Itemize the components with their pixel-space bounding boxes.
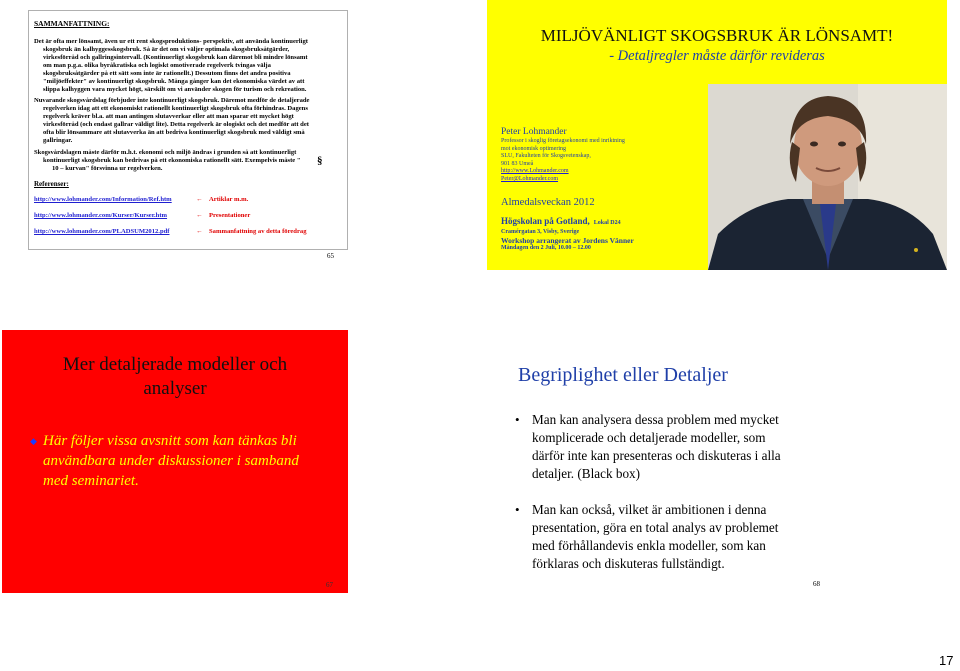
event-address: Cramérgatan 3, Visby, Sverige bbox=[501, 229, 580, 235]
reference-label: Artiklar m.m. bbox=[209, 196, 249, 203]
event-date: Måndagen den 2 Juli, 10.00 – 12.00 bbox=[501, 245, 591, 251]
reference-row bbox=[34, 196, 346, 212]
bullet-icon: • bbox=[515, 502, 520, 517]
summary-heading: SAMMANFATTNING: bbox=[34, 19, 110, 28]
slide-number: 68 bbox=[813, 580, 820, 588]
event-room: Lokal D24 bbox=[593, 220, 621, 226]
reference-label: Sammanfattning av detta föredrag bbox=[209, 228, 307, 235]
event-venue: Högskolan på Gotland, bbox=[501, 216, 590, 226]
section-symbol: § bbox=[317, 155, 323, 167]
page-number: 17 bbox=[939, 653, 954, 668]
event-workshop: Workshop arrangerat av Jordens Vänner bbox=[501, 236, 634, 245]
slide-title: Mer detaljerade modeller och analyser bbox=[62, 354, 288, 399]
presenter-name: Peter Lohmander bbox=[501, 127, 567, 137]
presenter-title: mot ekonomisk optimering bbox=[501, 145, 566, 152]
presenter-info bbox=[501, 127, 696, 184]
page-number-65: 65 bbox=[327, 252, 334, 260]
presenter-title: Professor i skoglig företagsekonomi med inriktning bbox=[501, 138, 625, 144]
email-link[interactable]: Peter@Lohmander.com bbox=[501, 175, 559, 182]
reference-link[interactable]: http://www.lohmander.com/PLADSUM2012.pdf bbox=[34, 228, 170, 235]
reference-row bbox=[34, 212, 346, 228]
references-list bbox=[34, 196, 346, 244]
reference-link[interactable]: http://www.lohmander.com/Kurser/Kurser.htm bbox=[34, 212, 168, 219]
reference-label: Presentationer bbox=[209, 212, 251, 219]
portrait-image bbox=[708, 84, 947, 270]
website-link[interactable]: http://www.Lohmander.com bbox=[501, 168, 569, 175]
references-label: Referenser: bbox=[34, 180, 69, 188]
event-name: Almedalsveckan 2012 bbox=[501, 197, 595, 208]
comprehension-slide bbox=[487, 330, 949, 593]
portrait-photo bbox=[708, 84, 947, 270]
slide-subtitle: - Detaljregler måste därför revideras bbox=[609, 48, 825, 64]
bullet-icon: • bbox=[515, 412, 520, 427]
event-info bbox=[501, 197, 701, 251]
presenter-affiliation: SLU, Fakulteten för Skogsvetenskap, bbox=[501, 153, 591, 160]
reference-row bbox=[34, 228, 346, 244]
summary-paragraph-1: Det är ofta mer lönsamt, även ur ett rent skogsproduktions- perspektiv, att använda kontinuerligt skogsbruk än kalhyggesskogsbruk. Så är det om vi väljer optimala skogsbruksåtgärder, virkesförråd och gallringsintervall. (Kontinuerligt skogsbruk kan däremot bli mindre lönsamt om man p.g.a. olika byråkratiska och logiskt omotiverade regelverk tvingas välja skogsbruksåtgärder på ett sätt som inte är rationellt.) Dessutom finns det andra positiva "miljöeffekter" av kontinuerligt skogsbruk. Många gånger kan det ekonomiska värdet av att slippa kalhyggen vara mycket högt, särskilt om vi använder skogen för turism och rekreation. bbox=[34, 38, 308, 93]
left-arrow-icon: ← bbox=[196, 212, 203, 219]
summary-paragraph-3: Skogsvårdslagen måste därför m.h.t. ekonomi och miljö ändras i grunden så att kontinuerligt kontinuerligt skogsbruk kan bedrivas på ett ekonomiska rationellt sätt. Exempelvis måste " 10 – kurvan" försvinna ur regelverken. bbox=[34, 149, 301, 172]
title-slide bbox=[487, 0, 947, 270]
slide-title: Begriplighet eller Detaljer bbox=[518, 364, 728, 386]
slide-title: MILJÖVÄNLIGT SKOGSBRUK ÄR LÖNSAMT! bbox=[540, 26, 894, 45]
left-arrow-icon: ← bbox=[196, 196, 203, 203]
bullet-text-1: Man kan analysera dessa problem med mycket komplicerade och detaljerade modeller, som därför inte kan presenteras och diskuteras i alla detaljer. (Black box) bbox=[532, 412, 781, 481]
summary-paragraph-2: Nuvarande skogsvårdslag förbjuder inte kontinuerligt skogsbruk. Däremot medför de detaljerade regelverken idag att ett ekonomiskt rationellt kontinuerligt skogsbruk ofta förhindras. Dagens regelverk kräver bl.a. att man antingen slutavverkar eller att man sparar ett mycket högt virkesförråd (och endast gallrar väldigt lite). Detta regelverk är ologiskt och det medför att det ofta blir lönsammare att slutavverka än att bedriva kontinuerligt skogsbruk med väldigt små gallringar. bbox=[34, 97, 310, 144]
slide-number: 67 bbox=[326, 581, 333, 589]
summary-slide bbox=[28, 10, 348, 250]
bullet-text-2: Man kan också, vilket är ambitionen i denna presentation, göra en total analys av problemet med förhållandevis enkla modeller, som kan förklaras och diskuteras fullständigt. bbox=[532, 502, 779, 571]
reference-link[interactable]: http://www.lohmander.com/Information/Ref.htm bbox=[34, 196, 172, 203]
presenter-address: 901 83 Umeå bbox=[501, 160, 534, 167]
red-slide bbox=[2, 330, 348, 593]
left-arrow-icon: ← bbox=[196, 228, 203, 235]
diamond-bullet-icon: ◆ bbox=[30, 436, 37, 446]
bullet-text: Här följer vissa avsnitt som kan tänkas bli användbara under diskussioner i samband med seminariet. bbox=[43, 433, 299, 489]
